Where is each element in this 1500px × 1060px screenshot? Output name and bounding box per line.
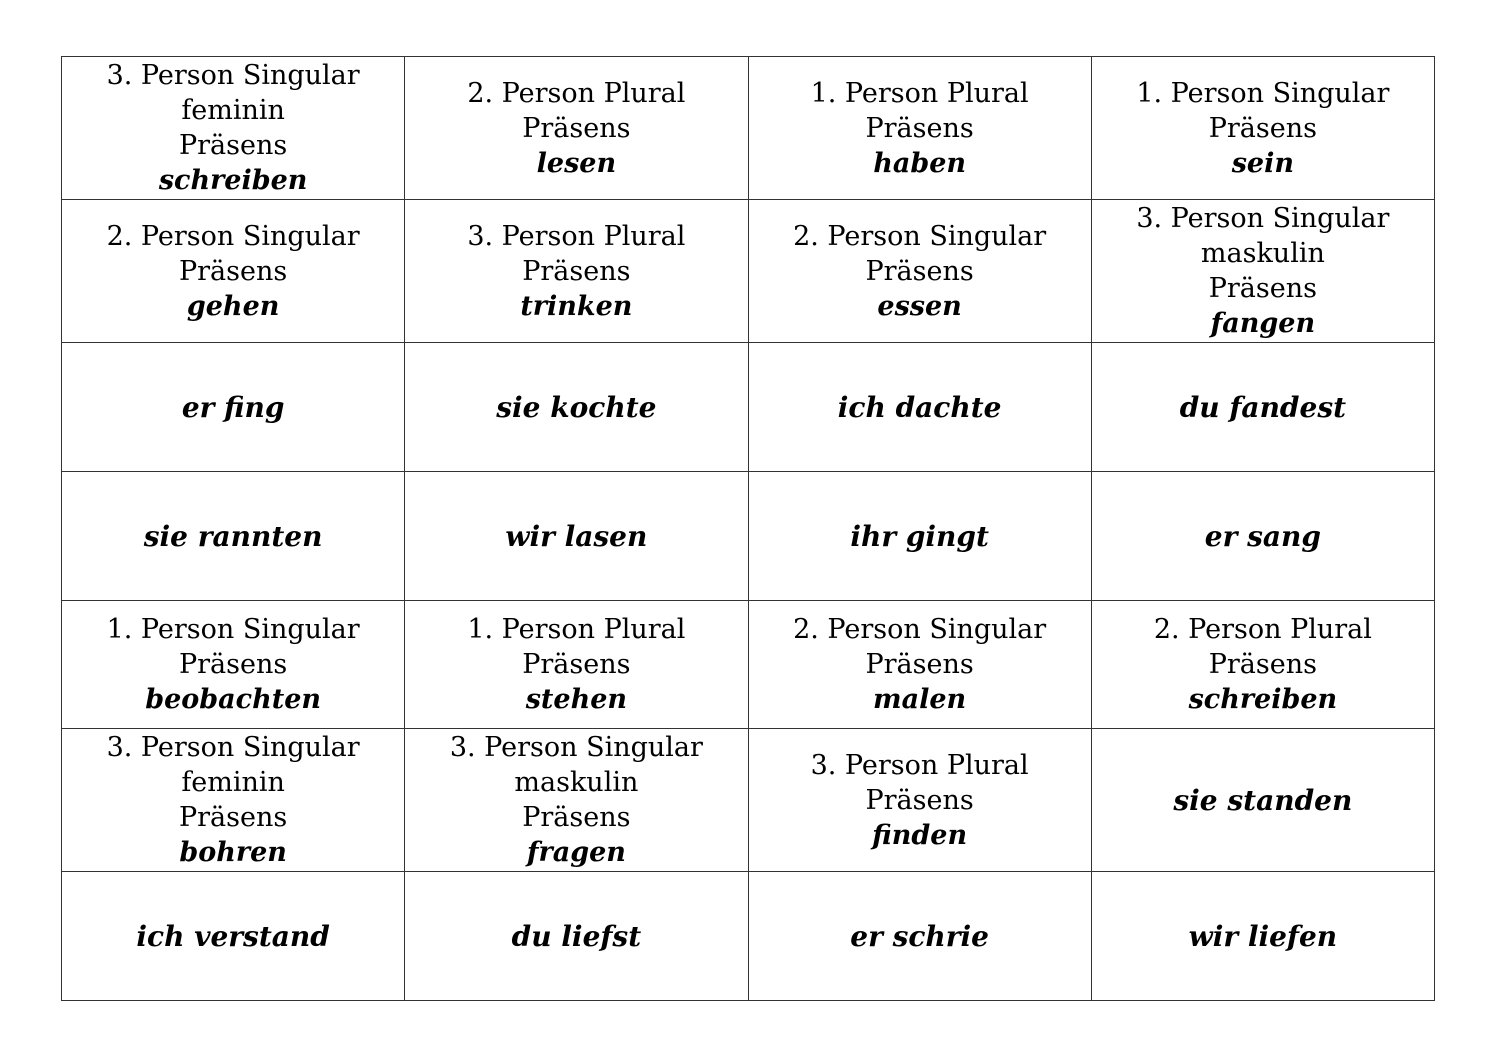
task-card (748, 729, 1091, 872)
grammar-label: Präsens (865, 649, 974, 680)
grammar-label: Präsens (1208, 273, 1317, 304)
conjugated-form: er schrie (850, 919, 989, 953)
grammar-label: feminin (181, 767, 285, 798)
grammar-label: Präsens (522, 649, 631, 680)
task-card (748, 57, 1091, 200)
task-card (748, 601, 1091, 729)
answer-card (748, 872, 1091, 1001)
answer-card (1091, 872, 1434, 1001)
person-label: 3. Person Plural (467, 220, 686, 252)
grammar-label: Präsens (522, 112, 631, 144)
grammar-label: Präsens (1208, 649, 1317, 680)
conjugated-form: sie rannten (143, 519, 323, 553)
answer-card (748, 343, 1091, 472)
person-label: 3. Person Plural (810, 749, 1029, 781)
task-card-content (405, 612, 747, 717)
task-card-content (405, 730, 747, 870)
grammar-label: maskulin (1200, 238, 1325, 269)
answer-card (405, 343, 748, 472)
grid-row (62, 200, 1435, 343)
grammar-label: feminin (181, 95, 285, 126)
grammar-label: Präsens (178, 802, 288, 833)
person-label: 1. Person Singular (1136, 77, 1390, 109)
task-card-content (1092, 76, 1434, 181)
infinitive-verb: finden (872, 819, 968, 851)
task-card-content (405, 219, 747, 324)
infinitive-verb: essen (877, 290, 962, 322)
infinitive-verb: lesen (536, 147, 617, 179)
infinitive-verb: beobachten (145, 684, 322, 715)
person-label: 1. Person Plural (467, 614, 686, 645)
person-label: 3. Person Singular (449, 732, 703, 763)
grammar-label: Präsens (522, 802, 631, 833)
task-card (62, 601, 405, 729)
answer-card (748, 472, 1091, 601)
infinitive-verb: gehen (186, 290, 280, 322)
grammar-label: Präsens (522, 255, 631, 287)
task-card (405, 200, 748, 343)
infinitive-verb: bohren (179, 837, 287, 868)
infinitive-verb: haben (873, 147, 967, 179)
task-card-content (62, 219, 404, 324)
conjugated-form: sie kochte (496, 390, 657, 424)
grammar-label: Präsens (865, 255, 974, 287)
task-card (62, 729, 405, 872)
task-card (1091, 57, 1434, 200)
task-card-content (405, 76, 747, 181)
infinitive-verb: fangen (1210, 308, 1316, 339)
person-label: 2. Person Singular (793, 614, 1047, 645)
infinitive-verb: sein (1231, 147, 1295, 179)
infinitive-verb: fragen (526, 837, 626, 868)
grid-row (62, 57, 1435, 200)
infinitive-verb: schreiben (158, 165, 308, 196)
infinitive-verb: stehen (525, 684, 628, 715)
conjugated-form: du fandest (1179, 390, 1347, 424)
grid-row (62, 729, 1435, 872)
conjugated-form: wir lasen (505, 519, 648, 553)
task-card-content (749, 748, 1091, 853)
conjugated-form: er fing (181, 390, 285, 424)
grid-row (62, 601, 1435, 729)
grid-row (62, 472, 1435, 601)
task-card (62, 200, 405, 343)
task-card-content (1092, 201, 1434, 341)
answer-card (62, 343, 405, 472)
grammar-label: Präsens (865, 112, 974, 144)
person-label: 3. Person Singular (1136, 203, 1390, 234)
conjugated-form: er sang (1204, 519, 1321, 553)
person-label: 2. Person Singular (106, 220, 360, 252)
task-card-content (62, 58, 404, 198)
conjugated-form: wir liefen (1188, 919, 1338, 953)
person-label: 3. Person Singular (106, 732, 360, 763)
conjugated-form: du liefst (511, 919, 642, 953)
answer-card (1091, 729, 1434, 872)
grid-row (62, 343, 1435, 472)
task-card (62, 57, 405, 200)
conjugated-form: ich verstand (136, 919, 330, 953)
grammar-label: Präsens (865, 784, 974, 816)
task-card-content (749, 219, 1091, 324)
infinitive-verb: trinken (520, 290, 633, 322)
answer-card (1091, 472, 1434, 601)
task-card-content (1092, 612, 1434, 717)
answer-card (62, 472, 405, 601)
task-card (748, 200, 1091, 343)
task-card-content (749, 76, 1091, 181)
conjugated-form: sie standen (1173, 783, 1353, 817)
answer-card (1091, 343, 1434, 472)
grid-row (62, 872, 1435, 1001)
person-label: 1. Person Plural (810, 77, 1029, 109)
task-card-content (62, 730, 404, 870)
task-card-content (62, 612, 404, 717)
person-label: 3. Person Singular (106, 60, 360, 91)
person-label: 2. Person Plural (467, 77, 686, 109)
grid-body (62, 57, 1435, 1001)
task-card (405, 57, 748, 200)
person-label: 2. Person Plural (1153, 614, 1372, 645)
answer-card (405, 872, 748, 1001)
grammar-label: Präsens (178, 255, 288, 287)
person-label: 2. Person Singular (793, 220, 1047, 252)
grammar-label: Präsens (1208, 112, 1317, 144)
task-card-content (749, 612, 1091, 717)
answer-card (405, 472, 748, 601)
answer-card (62, 872, 405, 1001)
task-card (405, 729, 748, 872)
grammar-label: Präsens (178, 130, 288, 161)
conjugated-form: ich dachte (837, 390, 1002, 424)
task-card (1091, 601, 1434, 729)
infinitive-verb: schreiben (1188, 684, 1338, 715)
conjugated-form: ihr gingt (850, 519, 989, 553)
grammar-label: Präsens (178, 649, 288, 680)
person-label: 1. Person Singular (106, 614, 360, 645)
infinitive-verb: malen (873, 684, 967, 715)
task-card (405, 601, 748, 729)
task-card (1091, 200, 1434, 343)
verb-card-grid (61, 56, 1435, 1001)
grammar-label: maskulin (514, 767, 639, 798)
